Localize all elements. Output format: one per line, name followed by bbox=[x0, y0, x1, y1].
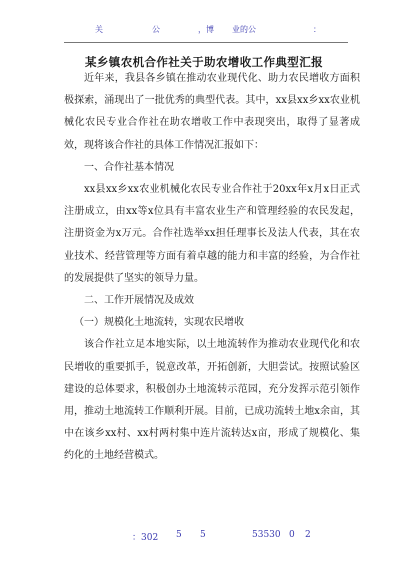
footer-fragment: 5 bbox=[200, 530, 206, 540]
footer-fragment: 0 bbox=[289, 530, 295, 540]
document-title: 某乡镇农机合作社关于助农增收工作典型汇报 bbox=[85, 55, 323, 69]
document-body bbox=[64, 68, 360, 468]
section-heading-1: 一、合作社基本情况 bbox=[84, 161, 174, 173]
header-fragment: ： bbox=[313, 25, 321, 34]
header-rule bbox=[64, 42, 348, 43]
header-fragment: ，博 bbox=[198, 25, 214, 34]
paragraph-land-transfer: 该合作社立足本地实际，以土地流转作为推动农业现代化和农民增收的重要抓手，锐意改革，开拓创新，大胆尝试。按照试验区建设的总体要求，积极创办土地流转示范园，充分发挥示范引领作用，推动土地流转工作顺利开展。目前，已成功流转土地x余亩，其中在该乡xx村、xx村两村集中连片流转达x亩，形成了规模化、集约化的土地经营模式。 bbox=[64, 339, 360, 462]
footer-fragment: 2 bbox=[305, 530, 311, 540]
header-fragment: 业的公 bbox=[232, 25, 256, 34]
paragraph-basic-info: xx县xx乡xx农业机械化农民专业合作社于20xx年x月x日正式注册成立，由xx等x位具有丰富农业生产和管理经验的农民发起，注册资金为x万元。合作社选举xx担任理事长及法人代表，其在农业技术、经营管理等方面有着卓越的能力和丰富的经验，为合作社的发展提供了坚实的领导力量。 bbox=[64, 184, 360, 284]
header-fragment: 关 bbox=[95, 25, 103, 34]
section-heading-2: 二、工作开展情况及成效 bbox=[84, 295, 194, 307]
header-fragment: 公 bbox=[152, 25, 160, 34]
footer-fragment: 53530 bbox=[252, 530, 281, 540]
subsection-heading-1: （一）规模化土地流转，实现农民增收 bbox=[74, 317, 244, 329]
page-header bbox=[0, 24, 408, 38]
footer-fragment: 5 bbox=[176, 530, 182, 540]
page-footer bbox=[0, 530, 408, 544]
footer-fragment: ：302 bbox=[132, 533, 159, 543]
paragraph-intro: 近年来，我县各乡镇在推动农业现代化、助力农民增收方面积极探索，涌现出了一批优秀的典型代表。其中，xx县xx乡xx农业机械化农民专业合作社在助农增收工作中表现突出，取得了显著成效，现将该合作社的具体工作情况汇报如下： bbox=[64, 73, 360, 151]
